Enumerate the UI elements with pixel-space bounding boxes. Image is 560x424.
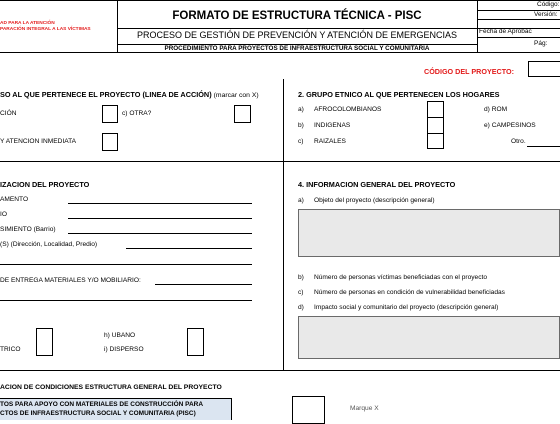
section2-option-rom: d) ROM xyxy=(484,106,508,113)
section2-letter-a: a) xyxy=(298,106,304,113)
section2-letter-c: c) xyxy=(298,138,304,145)
process-name: PROCESO DE GESTIÓN DE PREVENCIÓN Y ATENCIÓN DE EMERGENCIAS xyxy=(136,30,458,40)
section2-letter-b: b) xyxy=(298,122,304,129)
section3-field-departamento: AMENTO xyxy=(0,196,29,203)
logo-text-line2: PARACIÓN INTEGRAL A LAS VÍCTIMAS xyxy=(0,27,91,32)
section5-mark-label: Marque X xyxy=(350,405,379,412)
section3-checkbox-right[interactable] xyxy=(187,328,204,356)
section4-item-b-text: Número de personas víctimas beneficiadas con el proyecto xyxy=(314,274,487,281)
document-title: FORMATO DE ESTRUCTURA TÉCNICA - PISC xyxy=(172,10,422,22)
section3-field-direccion: (S) (Dirección, Localidad, Predio) xyxy=(0,241,98,248)
section4-item-a-letter: a) xyxy=(298,197,304,204)
section4-item-d-letter: d) xyxy=(298,304,304,311)
section4-item-a-text: Objeto del proyecto (descripción general) xyxy=(314,197,435,204)
project-objective-textarea[interactable] xyxy=(298,209,560,257)
section2-option-raizales: RAIZALES xyxy=(314,138,346,145)
section2-option-afro: AFROCOLOMBIANOS xyxy=(314,106,382,113)
section3-title: IZACION DEL PROYECTO xyxy=(0,180,90,189)
section3-checkbox-left[interactable] xyxy=(36,328,53,356)
section2-option-campesinos: e) CAMPESINOS xyxy=(484,122,536,129)
section4-title: 4. INFORMACION GENERAL DEL PROYECTO xyxy=(298,180,456,189)
meta-version-label: Versión: xyxy=(534,10,558,18)
section1-checkbox-a[interactable] xyxy=(102,105,118,123)
section2-option-indigenas: INDIGENAS xyxy=(314,122,351,129)
section5-box-line1: TOS PARA APOYO CON MATERIALES DE CONSTRUCCIÓN PARA xyxy=(0,401,204,408)
meta-date-label: Fecha de Aprobac xyxy=(479,28,532,35)
section3-field-municipio: IO xyxy=(0,211,7,218)
section2-option-otro: Otro. xyxy=(511,138,526,145)
procedure-name: PROCEDIMIENTO PARA PROYECTOS DE INFRAESTRUCTURA SOCIAL Y COMUNITARIA xyxy=(164,44,430,52)
section5-box-line2: CTOS DE INFRAESTRUCTURA SOCIAL Y COMUNITARIA (PISC) xyxy=(0,410,196,417)
section2-checkbox-column[interactable] xyxy=(427,101,444,149)
section1-checkbox-b[interactable] xyxy=(102,133,118,151)
section3-option-disperso: i) DISPERSO xyxy=(104,346,144,353)
meta-code-label: Código: xyxy=(537,1,560,8)
section2-title: 2. GRUPO ETNICO AL QUE PERTENECEN LOS HOGARES xyxy=(298,90,500,99)
section3-option-left: TRICO xyxy=(0,346,21,353)
meta-page-label: Pág: xyxy=(534,40,548,47)
project-code-field[interactable] xyxy=(528,61,560,77)
section4-item-c-text: Número de personas en condición de vulnerabilidad beneficiadas xyxy=(314,289,505,296)
project-code-label: CÓDIGO DEL PROYECTO: xyxy=(424,67,514,76)
section4-item-c-letter: c) xyxy=(298,289,304,296)
section4-item-b-letter: b) xyxy=(298,274,304,281)
section1-checkbox-c[interactable] xyxy=(234,105,251,123)
social-impact-textarea[interactable] xyxy=(298,316,560,359)
section1-option-a: CIÓN xyxy=(0,110,17,117)
section1-option-c: c) OTRA? xyxy=(122,110,152,117)
section3-field-entrega: DE ENTREGA MATERIALES Y/O MOBILIARIO: xyxy=(0,277,141,284)
section4-item-d-text: Impacto social y comunitario del proyecto (descripción general) xyxy=(314,304,499,311)
section3-option-urbano: h) UBANO xyxy=(104,332,136,339)
section1-option-b: Y ATENCION INMEDIATA xyxy=(0,138,77,145)
section1-title: SO AL QUE PERTENECE EL PROYECTO (LINEA DE ACCIÓN) (marcar con X) xyxy=(0,90,259,99)
section5-title: ACION DE CONDICIONES ESTRUCTURA GENERAL DEL PROYECTO xyxy=(0,384,222,391)
section3-field-barrio: SIMIENTO (Barrio) xyxy=(0,226,56,233)
logo-text-line1: AD PARA LA ATENCIÓN xyxy=(0,21,55,26)
